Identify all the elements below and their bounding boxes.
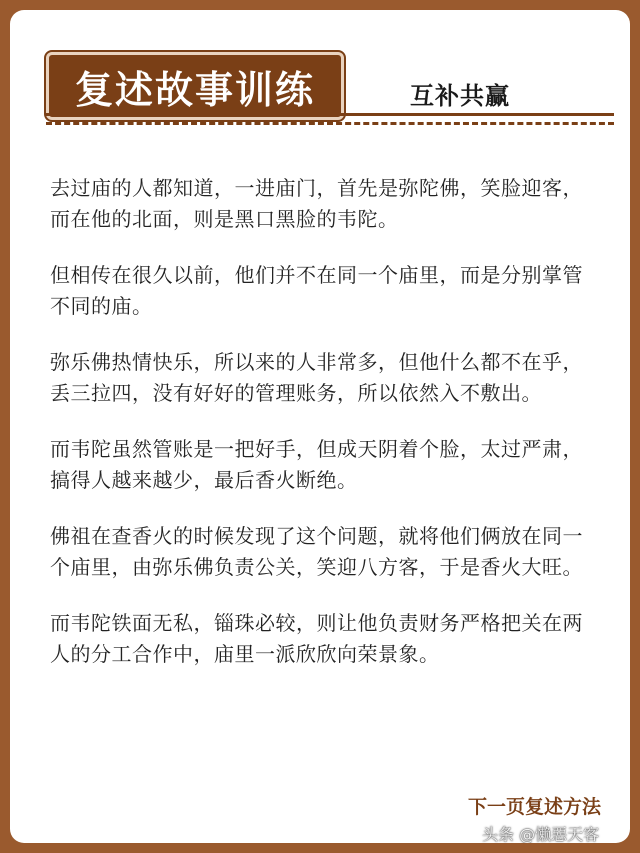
story-body bbox=[50, 173, 598, 695]
paragraph: 佛祖在查香火的时候发现了这个问题，就将他们俩放在同一个庙里，由弥乐佛负责公关，笑迎八方客，于是香火大旺。 bbox=[50, 524, 583, 579]
title-banner bbox=[46, 52, 344, 120]
header-divider bbox=[46, 113, 614, 116]
watermark: 头条 @懒惡天客 bbox=[482, 825, 600, 843]
paragraph: 而韦陀虽然管账是一把好手，但成天阴着个脸，太过严肃，搞得人越来越少，最后香火断绝。 bbox=[50, 437, 583, 492]
paragraph: 而韦陀铁面无私，锱珠必较，则让他负责财务严格把关在两人的分工合作中，庙里一派欣欣向荣景象。 bbox=[50, 611, 583, 666]
header-dashed-divider bbox=[46, 122, 614, 125]
paragraph: 弥乐佛热情快乐，所以来的人非常多，但他什么都不在乎，丢三拉四，没有好好的管理账务，所以依然入不敷出。 bbox=[50, 350, 583, 405]
paragraph: 但相传在很久以前，他们并不在同一个庙里，而是分别掌管不同的庙。 bbox=[50, 263, 583, 318]
paragraph: 去过庙的人都知道，一进庙门，首先是弥陀佛，笑脸迎客，而在他的北面，则是黑口黑脸的韦陀。 bbox=[50, 176, 583, 231]
page-card bbox=[10, 10, 630, 843]
next-page-link[interactable]: 下一页复述方法 bbox=[468, 796, 602, 818]
page-title: 复述故事训练 bbox=[74, 67, 315, 112]
page-subtitle: 互补共赢 bbox=[410, 82, 510, 110]
